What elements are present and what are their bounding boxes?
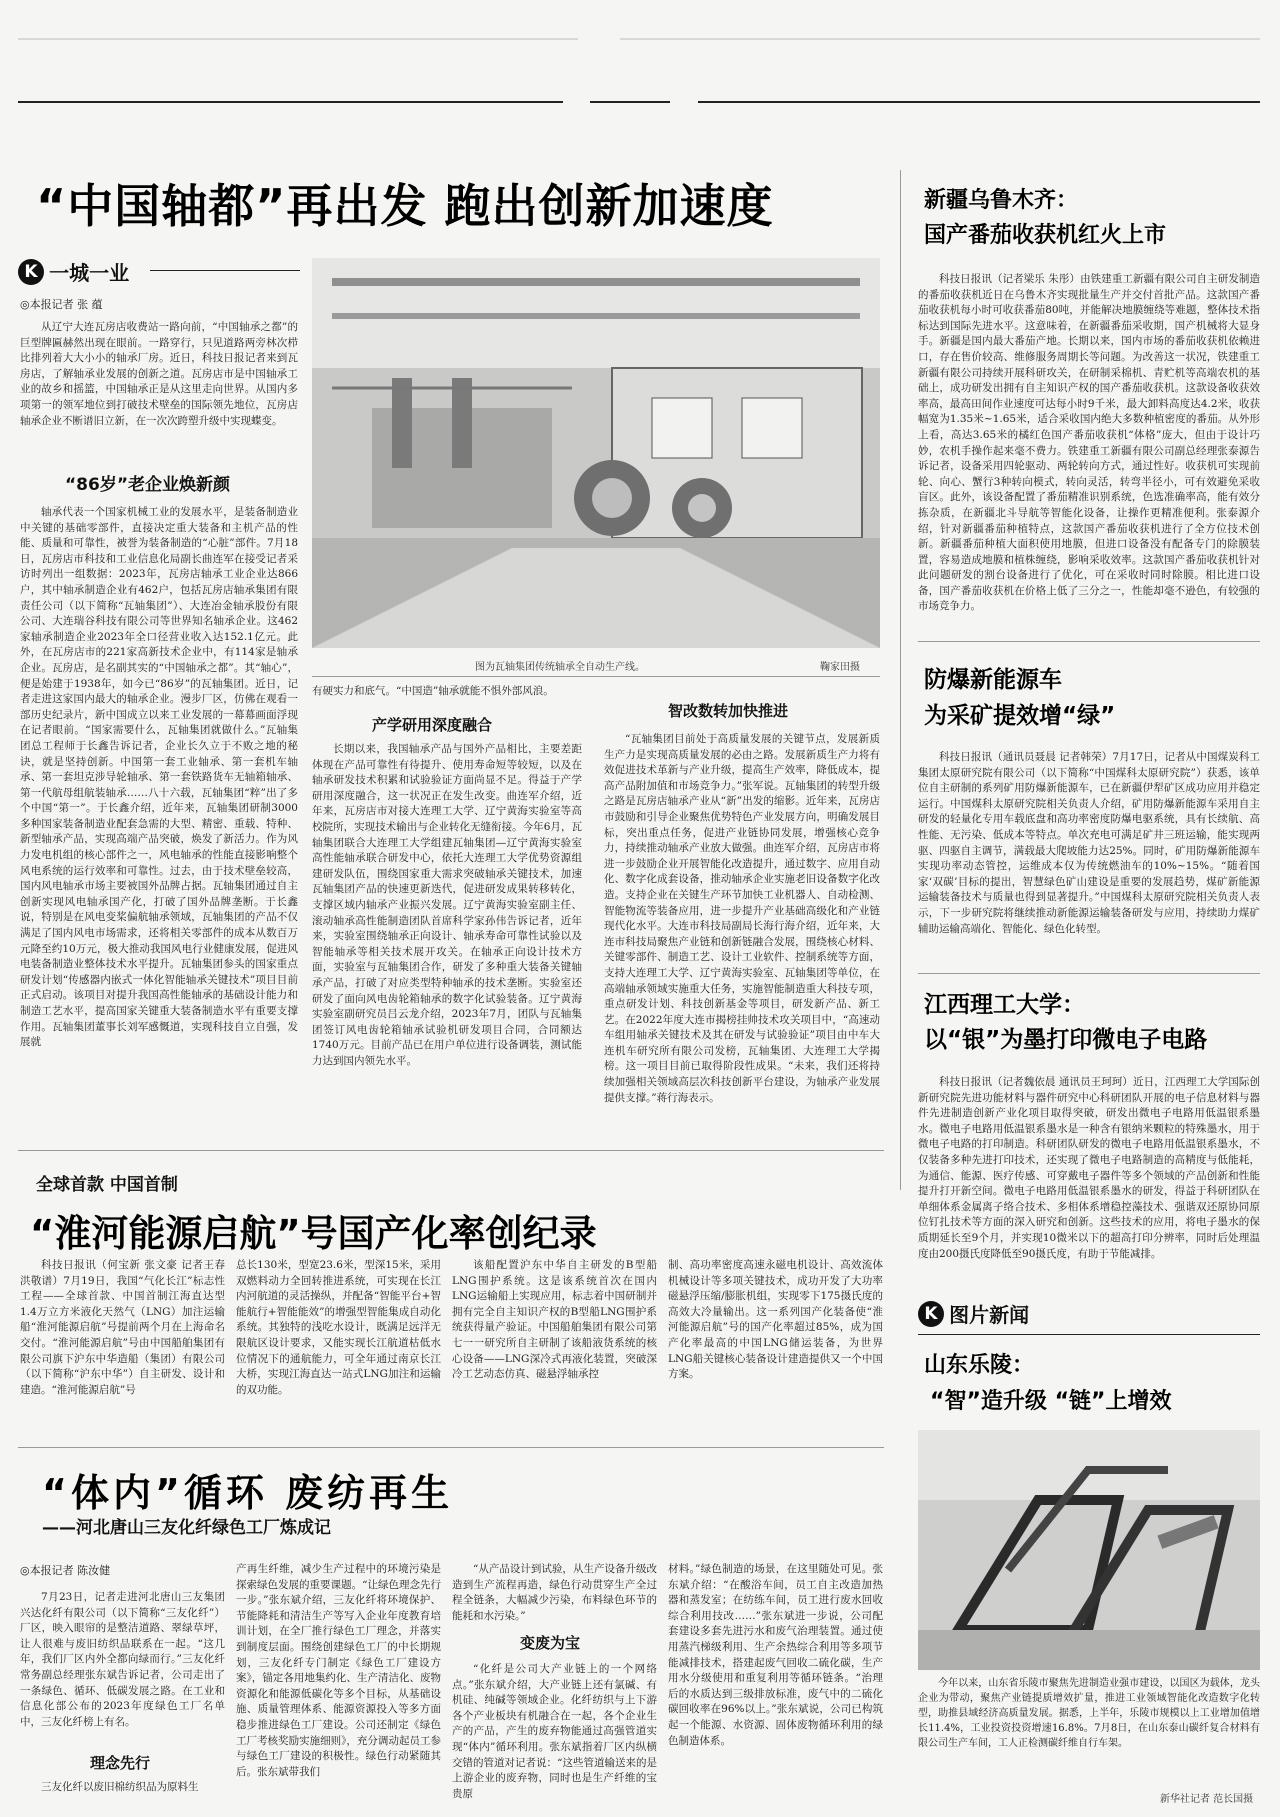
huaihe-kicker: 全球首款 中国首制 — [36, 1175, 178, 1195]
sanyou-col1 — [20, 1590, 225, 1745]
main-sub2-text: 长期以来，我国轴承产品与国外产品相比，主要差距体现在产品可靠性有待提升、使用寿命短等较短，以及在轴承研发技术积累和试验验证方面尚显不足。得益于产学研用深度融合，这一状况正在发生改变。曲连军介绍，近年来，瓦房店市对接大连理工大学、辽宁黄海实验室等高校院所，实现技术输出与企业转化无缝衔接。今年6月，瓦轴集团联合大连理工大学组建瓦轴集团—辽宁黄海实验室高性能轴承联合研发中心，依托大连理工大学优势资源组建研发队伍，围绕国家重大需求突破轴承关键技术，加速瓦轴集团产品的快速更新迭代，促进研发成果转移转化，支撑区域内轴承产业振兴发展。辽宁黄海实验室副主任、滚动轴承高性能制造团队首席科学家孙伟告诉记者，近年来，实验室围绕轴承正向设计、轴承寿命可靠性试验以及智能轴承等相关技术展开攻关。在轴承正向设计技术方面，实验室与瓦轴集团合作，研发了多种重大装备关键轴承产品，打破了对应类型特种轴承的技术垄断。实验室还研发了面向风电齿轮箱轴承的数字化试验装备。辽宁黄海实验室副研究员吕云龙介绍，2023年7月，团队与瓦轴集团签订风电齿轮箱轴承试验机研发项目合同，合同额达1740万元。目前产品已在用户单位进行设备调装，测试能力达到国内领先水平。 — [312, 743, 582, 1067]
sanyou-col1-text: 7月23日，记者走进河北唐山三友集团兴达化纤有限公司（以下简称“三友化纤”）厂区，映入眼帘的是整洁道路、翠绿草坪，让人很难与废旧纺织品联系在一起。“这几年，我们厂区内外全都向绿而行。”三友化纤常务副总经理张东斌告诉记者，公司走出了一条绿色、循环、低碳发展之路。在工业和信息化部公布的2023年度绿色工厂名单中，三友化纤榜上有名。 — [20, 1591, 225, 1728]
main-col2-top — [312, 684, 582, 702]
right3-text: 科技日报讯（记者魏依晨 通讯员王珂珂）近日，江西理工大学国际创新研究院先进功能材料与器件研究中心科研团队开展的电子信息材料与器件先进制造创新产业化项目取得突破，研发出微电子电路用低温银系墨水。微电子电路用低温银系墨水是一种含有银纳米颗粒的特殊墨水，用于微电子电路的打印制造。科研团队研发的微电子电路用低温银系墨水，不仅装备多种先进打印技术，还实现了微电子电路制造的高精度与低能耗，为通信、能源、医疗传感、可穿戴电子器件等多个领域的产品创新和性能提升打开新空间。微电子电路用低温银系墨水的研发，得益于科研团队在单细体系金属离子络合技术、多相体系增稳控藻技术、强谐双还原协同原位钉扎技术等方面的深入研究和创新。这些技术的应用，将电子墨水的保质期延长至9个月，并实现10微米以下的超高打印分辨率，同时后处理温度由200摄氏度降低至90摄氏度，有助于节能减排。 — [918, 1076, 1260, 1260]
sanyou-col1-sub: 理念先行 — [90, 1754, 151, 1772]
section-label-yicheng — [18, 257, 129, 286]
huaihe-col4-text: 制、高功率密度高速永磁电机设计、高效流体机械设计等多项关键技术，成功开发了大功率磁悬浮压缩/膨胀机组，实现零下175摄氏度的高效大冷量输出。这一系列国产化装备使“淮河能源启航”号的国产化率超过85%，成为国产化率最高的中国LNG储运装备，为世界LNG船关键核心装备设计建造提供又一个中国方案。 — [668, 1259, 883, 1381]
huaihe-col1-text: 科技日报讯（何宝新 张文豪 记者王春 洪敬谱）7月19日，我国“气化长江”标志性工程——全球首款、中国首制江海直达型1.4万立方米液化天然气（LNG）加注运输船“淮河能源启航”号提前两个月在上海命名交付。“淮河能源启航”号由中国船舶集团有限公司旗下沪东中华造船（集团）有限公司（以下简称“沪东中华”）自主研发、设计和建造。“淮河能源启航”号 — [20, 1259, 225, 1396]
main-photo-caption: 图为瓦轴集团传统轴承全自动生产线。 — [475, 662, 645, 673]
sanyou-col4 — [668, 1562, 883, 1812]
huaihe-col2 — [236, 1258, 441, 1438]
sanyou-col3-tail — [452, 1662, 657, 1812]
main-headline: “中国轴都”再出发 跑出创新加速度 — [36, 179, 774, 233]
main-sub1: “86岁”老企业焕新颜 — [65, 475, 231, 495]
sanyou-subtitle: ——河北唐山三友化纤绿色工厂炼成记 — [42, 1518, 331, 1538]
right2-body — [918, 750, 1260, 970]
k-badge-icon-2: K — [918, 1301, 944, 1327]
main-byline: ◎本报记者 张 蕴 — [20, 298, 103, 311]
sanyou-headline: “体内”循环 废纺再生 — [42, 1471, 454, 1515]
bicycle-frame-photo — [918, 1430, 1260, 1670]
right4-title-line2: “智”造升级 “链”上增效 — [930, 1389, 1172, 1414]
picture-news-rule — [918, 1334, 1260, 1335]
right2-divider — [918, 973, 1260, 974]
sanyou-col2 — [236, 1562, 441, 1812]
right1-divider — [918, 641, 1260, 642]
main-photo — [312, 258, 880, 648]
sanyou-col1-tail — [20, 1780, 225, 1812]
section-label-tupian-text: 图片新闻 — [949, 1303, 1030, 1327]
section-label-rule — [150, 270, 300, 271]
right1-title-line1: 新疆乌鲁木齐： — [924, 188, 1079, 213]
right4-title-line1: 山东乐陵： — [924, 1353, 1035, 1378]
top-rule-right — [698, 101, 1260, 103]
photo-caption-rule — [312, 676, 880, 677]
main-sub2-body — [312, 742, 582, 1140]
main-sub3-text: “瓦轴集团目前处于高质量发展的关键节点，发展新质生产力是实现高质量发展的必由之路。发展新质生产力将有效促进技术革新与产业升级，提高生产效率，降低成本，提高产品附加值和市场竞争力。”张军说。瓦轴集团的转型升级之路是瓦房店轴承产业从“新”出发的缩影。近年来，瓦房店市鼓励和引导企业聚焦优势特色产业发展方向，明确发展目标，突出重点任务，促进产业链协同发展，增强核心竞争力，持续推动轴承产业放大做强。曲连军介绍，瓦房店市将进一步鼓励企业开展智能化改造提升，通过数字、应用自动化、数字化成套设备，推动轴承企业实施老旧设备数字化改造。支持企业在关键生产环节加快工业机器人、自动检测、智能物流等装备应用，进一步提升产业基础高级化和产业链现代化水平。大连市科技局副局长海行海介绍，近年来，大连市科技局聚焦产业链和创新链融合发展，围绕核心材料、关键零部件、制造工艺、设计工业软件、控制系统等方面，支持大连理工大学、辽宁黄海实验室、瓦轴集团等单位，在高端轴承领域实施重大任务，实施智能制造重大科技专项，重点研发计划、科技创新基金等项目，研发新产品、新工艺。在2022年度大连市揭榜挂帅技术攻关项目中，“高速动车组用轴承关键技术及其在研发与试验验证”项目由中车大连机车研究所有限公司发榜，瓦轴集团、大连理工大学揭榜。这一项目目前已取得阶段性成果。“未来，我们还将持续加强相关领域高层次科技创新平台建设，为轴承产业发展提供支撑。”蒋行海表示。 — [604, 733, 880, 1104]
right-column-divider — [900, 170, 901, 1190]
main-sub3-body — [604, 732, 880, 1140]
section-label-tupian — [918, 1299, 1029, 1328]
main-sub1-body — [20, 505, 298, 1145]
sanyou-byline: ◎本报记者 陈汝健 — [20, 1564, 111, 1577]
right2-title-line2: 为采矿提效增“绿” — [924, 703, 1116, 729]
main-intro — [20, 320, 298, 460]
sanyou-top-divider — [18, 1447, 884, 1448]
right3-body — [918, 1075, 1260, 1293]
main-sub1-text: 轴承代表一个国家机械工业的发展水平，是装备制造业中关键的基础零部件，直接决定重大装备和主机产品的性能、质量和可靠性，被誉为装备制造的“心脏”部件。7月18日，瓦房店市科技和工业信息化局副长曲连军在接受记者采访时列出一组数据：2023年，瓦房店轴承工业企业达866户，其中轴承制造企业有462户，包括瓦房店轴承集团有限责任公司（以下简称“瓦轴集团”）、大连冶金轴承股份有限公司、大连瑞谷科技有限公司等世界知名轴承企业。这462家轴承制造企业2023年全口径营业收入达152.1亿元。此外，在瓦房店市的221家高新技术企业中，有114家是轴承企业。瓦房店，是名副其实的“中国轴承之都”。其“轴心”，便是始建于1938年，如今已“86岁”的瓦轴集团。近日，记者走进这家国内最大的轴承企业。漫步厂区，仿佛在观看一部历史纪录片，新中国成立以来工业发展的一幕幕画面浮现在记者眼前。“国家需要什么，瓦轴集团就做什么。”瓦轴集团总工程师于长鑫告诉记者，企业长久立于不败之地的秘诀，就是坚持创新。中国第一套工业轴承、第一套机车轴承、第一套坦克涉导轮轴承、第一套铁路货车无轴箱轴承、第一代航母组航装轴承……八十六载，瓦轴集团“粹”出了多个中国“第一”。于长鑫介绍，近年来，瓦轴集团研制3000多种国家装备制造业配套急需的大型、精密、重载、特种、新型轴承产品，实现高端产品突破，焕发了新活力。作为风力发电机组的核心部件之一，风电轴承的性能直接影响整个风电系统的运行效率和可靠性。过去，由于技术壁垒较高，国内风电轴承市场主要被国外品牌占据。瓦轴集团通过自主创新实现风电轴承国产化，打破了国外品牌垄断。于长鑫说，特别是在风电变桨偏航轴承领域，瓦轴集团的产品不仅满足了国内风电市场需求，还将相关零部件的成本从数百万元降至约10万元，极大推动我国风电行业健康发展，促进风电装备制造业整体技术水平提升。瓦轴集团参头的国家重点研发计划“传感器内嵌式一体化智能轴承关键技术”项目目前正式启动。该项目对提升我国高性能轴承的基础设计能力和制造工艺水平，提高国家关键重大装备制造水平有重要支撑作用。瓦轴集团董事长刘军感慨道，实现科技自立自强，发展就 — [20, 506, 298, 1049]
right4-credit: 新华社记者 范长国摄 — [1160, 1794, 1254, 1805]
masthead-rule-right — [620, 38, 1260, 40]
sanyou-col3-tail-text: “化纤是公司大产业链上的一个网络点。”张东斌介绍，大产业链上还有氯碱、有机硅、纯碱等领域企业。化纤纺织与上下游各个产业板块有机融合在一起，各个企业生产的产品，产生的废弃物能通过高强管道实现“体内”循环利用。张东斌指着厂区内纵横交错的管道对记者说：“这些管道输送来的是上游企业的废弃物，同时也是生产纤维的宝贵原 — [452, 1663, 657, 1800]
sanyou-col4-text: 材料。”绿色制造的场景，在这里随处可见。张东斌介绍：“在酸浴车间，员工自主改造加热器和蒸发室；在纺练车间，员工进行废水回收综合利用技改……”张东斌进一步说，公司配套建设多套先进污水和废气治理装置。通过使用蒸汽梯级利用、生产余热综合利用等多项节能减排技术，搭建起废气回收二硫化碳，生产用水分级使用和重复利用等循环链条。“治理后的水质达到三级排放标准，废气中的二硫化碳回收率在96%以上。”张东斌说，公司已构筑起一个能源、水资源、固体废物循环利用的绿色制造体系。 — [668, 1563, 883, 1747]
section-label-text: 一城一业 — [49, 261, 130, 285]
top-rule-mid — [590, 101, 670, 103]
huaihe-headline: “淮河能源启航”号国产化率创纪录 — [30, 1212, 597, 1255]
sanyou-col3-sub: 变废为宝 — [520, 1634, 581, 1652]
huaihe-col4 — [668, 1258, 883, 1438]
right3-title-line1: 江西理工大学： — [924, 992, 1085, 1018]
main-photo-credit: 鞠家田摄 — [820, 662, 860, 673]
right4-caption — [918, 1676, 1260, 1786]
main-sub3: 智改数转加快推进 — [668, 702, 789, 720]
huaihe-col1 — [20, 1258, 225, 1438]
sanyou-col3-text: “从产品设计到试验，从生产设备升级改造到生产流程再造，绿色行动贯穿生产全过程全链条，大幅减少污染，布料绿色环节的能耗和水污染。” — [452, 1563, 657, 1622]
right1-body — [918, 272, 1260, 630]
right4-caption-text: 今年以来，山东省乐陵市聚焦先进制造业强市建设，以国区为载体，龙头企业为带动，聚焦产业链提质增效扩量，推进工业领域智能化改造数字化转型，助推县域经济高质量发展。据悉，上半年，乐陵市规模以上工业增加值增长11.4%，工业投资投资增速16.8%。7月8日，在山东泰山碳纤复合材料有限公司生产车间，工人正检测碳纤维自行车架。 — [918, 1678, 1260, 1749]
top-rule-left — [18, 101, 563, 103]
huaihe-col3-text: 该船配置沪东中华自主研发的B型船LNG围护系统。这是该系统首次在国内LNG运输船上实现应用，标志着中国研制并拥有完全自主知识产权的B型船LNG围护系统获得量产验证。中国船舶集团有限公司第七一一研究所自主研制了该船液货系统的核心设备——LNG深冷式再液化装置，突破深冷工艺动态仿真、磁悬浮轴承控 — [452, 1259, 657, 1381]
sanyou-col3 — [452, 1562, 657, 1624]
huaihe-top-divider — [18, 1150, 884, 1151]
right3-title-line2: 以“银”为墨打印微电子电路 — [924, 1027, 1208, 1053]
huaihe-col2-text: 总长130米，型宽23.6米，型深15米，采用双燃料动力全回转推进系统，可实现在长江内河航道的灵活操纵，并配备“智能平台+智能航行+智能能效”的增强型智能集成自动化系统。其独特的浅吃水设计，既满足远洋无限航区设计要求，又能实现长江航道枯低水位情况下的通航能力，可全年通过南京长江大桥，实现江海直达一站式LNG加注和运输的双功能。 — [236, 1259, 441, 1396]
main-intro-text: 从辽宁大连瓦房店收费站一路向前，“中国轴承之都”的巨型牌匾赫然出现在眼前。一路穿行，只见道路两旁林次栉比排列着大大小小的轴承厂房。近日，科技日报记者来到瓦房店，了解轴承业发展的创新之道。瓦房店市是中国轴承工业的故乡和摇篮，中国轴承正是从这里走向世界。从国内多项第一的领军地位到打破技术壁垒的国际领先地位，瓦房店轴承企业不断谱旧立新，在一次次跨塑升级中实现蝶变。 — [20, 321, 298, 427]
main-col2-top-text: 有硬实力和底气。“中国造”轴承就能不惧外部风浪。 — [312, 685, 554, 697]
k-badge-icon: K — [18, 259, 44, 285]
right2-text: 科技日报讯（通讯员聂晨 记者韩荣）7月17日，记者从中国煤炭科工集团太原研究院有限公司（以下简称“中国煤科太原研究院”）获悉，该单位自主研制的系列矿用防爆新能源车，已在新疆伊犁矿区成功应用并稳定运行。中国煤科太原研究院相关负责人介绍，矿用防爆新能源车采用自主研发的轻量化专用车载底盘和高功率密度防爆电驱系统，具有长续航、高性能、无污染、低成本等特点。单次充电可满足矿井三班运输，能实现两驱、四驱自主调节，满载最大爬坡能力达25%。同时，矿用防爆新能源车实现功率动态管控，运维成本仅为传统燃油车的10%~15%。“随着国家‘双碳’目标的提出，智慧绿色矿山建设是重要的发展趋势，煤矿新能源运输装备技术与质量也得到显著提升。”中国煤科太原研究院相关负责人表示，下一步研究院将继续推动新能源运输装备研发与应用，持续助力煤矿辅助运输高端化、智能化、绿色化转型。 — [918, 751, 1260, 935]
main-sub2: 产学研用深度融合 — [372, 716, 493, 734]
right1-text: 科技日报讯（记者梁乐 朱彤）由铁建重工新疆有限公司自主研发制造的番茄收获机近日在乌鲁木齐实现批量生产并交付首批产品。这款国产番茄收获机每小时可收获番茄80吨，并能解决地膜缠绕等难题，整体技术指标达到国际先进水平。这意味着，在新疆番茄采收期，国产机械将大显身手。新疆是国内最大番茄产地。长期以来，国内市场的番茄收获机依赖进口，存在售价较高、维修服务周期长等问题。为改善这一状况，铁建重工新疆有限公司持续开展科研攻关，在研制采棉机、青贮机等高端农机的基础上，成功研发出拥有自主知识产权的国产番茄收获机。这款设备收获效率高，最高田间作业速度可达每小时9千米，最大卸料高度达4.2米，收获幅宽为1.35米~1.65米，适合采收国内绝大多数种植密度的番茄。从外形上看，高达3.65米的橘红色国产番茄收获机“体格”庞大，但由于设计巧妙，农机手操作起来毫不费力。铁建重工新疆有限公司副总经理张泰源告诉记者，设备采用四轮驱动、两轮转向方式，通过性好。收获机可实现前轮、向心、蟹行3种转向模式，转向灵活，转弯半径小，可有效避免采收盲区。此外，该设备配置了番茄精准识别系统，色选准确率高，能有效分拣杂质，在新疆北斗导航等智能化设备，让操作更精准便利。张泰源介绍，针对新疆番茄种植特点，这款国产番茄收获机进行了全方位技术创新。新疆番茄种植大面积使用地膜，但进口设备没有配备专门的除膜装置，容易造成地膜和植株缠绕，影响采收效率。这款国产番茄收获机针对此问题研发的割台设备进行了优化，可在采收时同时除膜。相比进口设备，国产番茄收获机在价格上低了三分之一，性能却毫不逊色，有较强的市场竞争力。 — [918, 273, 1260, 613]
sanyou-col2-text: 产再生纤维，减少生产过程中的环境污染是探索绿色发展的重要课题。“让绿色理念先行一步。”张东斌介绍，三友化纤将环境保护、节能降耗和清洁生产等写入企业年度教育培训计划，在全厂推行绿色工厂理念，并落实到制度层面。围绕创建绿色工厂的中长期规划，三友化纤专门制定《绿色工厂建设方案》，锚定各用地集约化、生产清洁化、废物资源化和能源低碳化等多个目标，从基础设施、质量管理体系、能源资源投入等多方面稳步推进绿色工厂建设。公司还制定《绿色工厂考核奖励实施细则》，充分调动起员工参与绿色工厂建设的积极性。绿色行动紧随其后。张东斌带我们 — [236, 1563, 441, 1778]
right1-title-line2: 国产番茄收获机红火上市 — [924, 223, 1167, 248]
right2-title-line1: 防爆新能源车 — [924, 667, 1062, 693]
sanyou-col1-tail-text: 三友化纤以废旧棉纺织品为原料生 — [41, 1781, 199, 1793]
huaihe-col3 — [452, 1258, 657, 1438]
masthead-rule-left — [18, 38, 578, 40]
right4-photo — [918, 1430, 1260, 1670]
factory-photo-illustration — [312, 258, 880, 648]
